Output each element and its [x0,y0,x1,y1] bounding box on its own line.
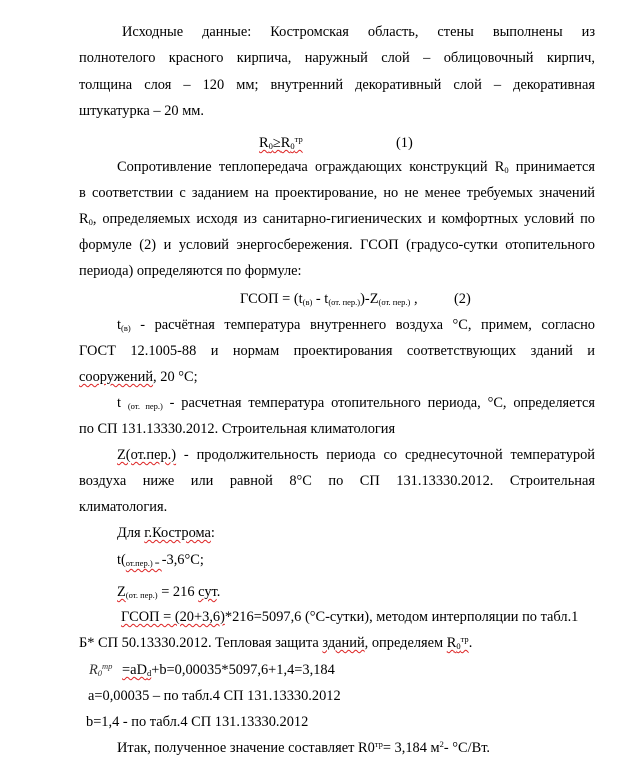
para-source-data-line-4: штукатурка – 20 мм. [79,103,205,119]
equation-1-expression: $R_0\ge R_0^{тр}$ [259,134,303,151]
formula-r-symbol: $R_0^{тр}$ [89,661,113,678]
formula-line: $R_0^{тр} =aD_d+b=0,00035*5097,6+1,4=3,184$ [89,661,335,678]
equation-2-number: (2) [454,291,471,307]
para-t-internal-line-1: $t_{(в)}$ - расчётная температура внутреннего воздуха °С, примем, согласно [117,317,595,333]
para-z-line-1: Z(от.пер.) - продолжительность периода со среднесуточной температурой [117,447,595,463]
calc-line-2: Б* СП 50.13330.2012. Тепловая защита зданий, определяем $R_0^{тр}$. [79,634,473,651]
result-line: Итак, полученное значение составляет $R0^{тр}= 3,184$ $м^2-$ °С/Вт. [117,739,491,756]
a-coefficient-line: a=0,00035 – по табл.4 СП 131.13330.2012 [88,688,341,704]
para-z-line-3: климатология. [79,499,168,515]
b-coefficient-line: b=1,4 - по табл.4 СП 131.13330.2012 [86,714,309,730]
calc-line-1: ГСОП = (20+3,6)*216=5097,6 (°С-сутки), методом интерполяции по табл.1 [121,609,579,625]
para-t-internal-line-2: ГОСТ 12.1005-88 и нормам проектирования соответствующих зданий и [79,343,595,359]
equation-1-number: (1) [396,135,413,151]
equation-2: ГСОП = $(t_{(в)} - t_{(от. пер.)})-Z_{(от. пер.)}$ , [240,291,418,307]
z-value-line: $Z_{(от. пер.)} = 216$ сут. [117,584,221,600]
t-value-line: $t(_{от.пер.) =}$ -3,6°С; [117,552,204,568]
para-t-heating-line-1: t $_{(от. пер.)}$ - расчетная температура отопительного периода, °С, определяется [117,395,595,411]
para-t-heating-line-2: по СП 131.13330.2012. Строительная климатология [79,421,396,437]
para-source-data-line-3: толщина слоя – 120 мм; внутренний декоративный слой – декоративная [79,77,595,93]
para-resistance-line-4: формуле (2) и условий энергосбережения. ГСОП (градусо-сутки отопительного [79,237,595,253]
para-resistance-line-3: $R_0$, определяемых исходя из санитарно-гигиенических и комфортных условий по [79,211,595,227]
para-resistance-line-1: Сопротивление теплопередача ограждающих конструкций $R_0$ принимается [117,159,595,175]
para-source-data-line-1: Исходные данные: Костромская область, стены выполнены из [122,24,595,40]
city-line: Для г.Кострома: [117,525,215,541]
para-source-data-line-2: полнотелого красного кирпича, наружный слой – облицовочный кирпич, [79,50,595,66]
para-resistance-line-2: в соответствии с заданием на проектирование, но не менее требуемых значений [79,185,595,201]
para-t-internal-line-3: сооружений, 20 °С; [79,369,198,385]
para-resistance-line-5: периода) определяются по формуле: [79,263,302,279]
para-z-line-2: воздуха ниже или равной 8°С по СП 131.13330.2012. Строительная [79,473,595,489]
